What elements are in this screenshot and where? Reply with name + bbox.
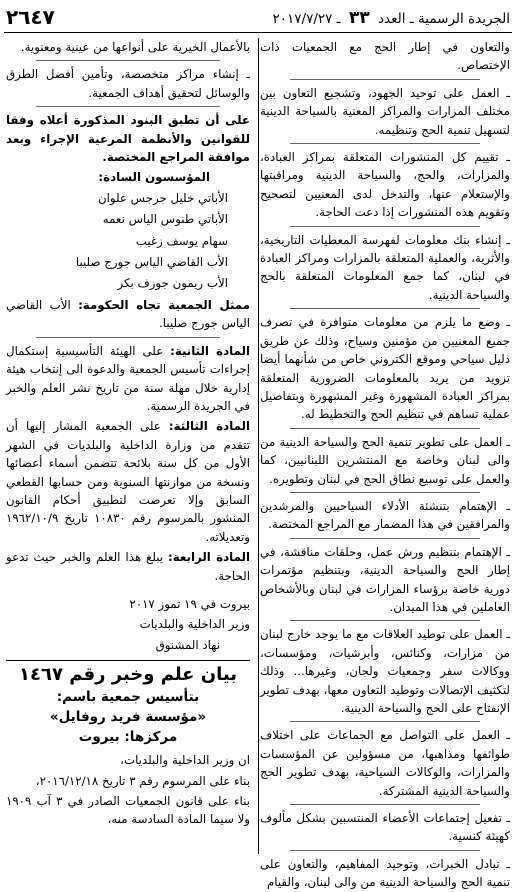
column-divider [258,38,259,854]
article-3-label: المادة الثالثة: [168,419,251,434]
paragraph: ـ تفعيل إجتماعات الأعضاء المنتسبين بشكل مألوف كهيئة كنسية. [260,811,510,844]
separator [290,538,480,539]
founder-name: الأباتي طنوس الياس نعمه [102,212,228,227]
separator [290,850,480,851]
paragraph: ـ العمل على توطيد العلاقات مع ما يوجد خارج لبنان من مزارات، وكنائس، وأبرشيات، ومؤسسات، ووكالات سفر وجمعيات ولجان، وغيرها... وذلك لتكثيف الإتصالات وتوطيد التعاون معها، بهدف تطوير الإنفتاح على الحج والسياحة الدينية. [260,627,510,715]
separator [290,492,480,493]
gazette-title [273,8,510,28]
founder-name: الأب القاضي الياس جورج صليبا [75,255,228,270]
page-header [4,2,512,33]
representative-label: ممثل الجمعية تجاه الحكومة: [78,297,250,312]
paragraph: ـ إنشاء بنك معلومات لفهرسة المعطيات التاريخية، والأثرية، والعملية المتعلقة بالمزارات ومراكز العبادة في لبنان، كما جمع المعلومات المتعلقة بالحج والسياحة الدينية. [260,232,510,302]
founder-name: الأب ريمون جوزف بكر [117,276,228,291]
paragraph: ـ العمل على تطوير تنمية الحج والسياحة الدينية من والى لبنان وخاصة مع المنتشرين اللبنانيين، كما والعمل على توسيع نطاق الحج في لبنان وتطويره. [260,434,510,486]
separator [36,337,220,338]
association-name: «مؤسسة فريد روفايل» [49,709,207,726]
paragraph: بناء على المرسوم رقم ٣ تاريخ ٢٠١٦/١٢/١٨، [35,773,250,788]
signature-title: وزير الداخلية والبلديات [139,617,250,632]
paragraph: بالأعمال الخيرية على أنواعها من عينية ومعنوية. [20,40,250,54]
separator [290,226,480,227]
article-2 [6,342,250,416]
article-3-text: على الجمعية المشار إليها أن تتقدم من وزارة الداخلية والبلديات في الشهر الأول من كل سنة بلائحة تتضمن أسماء أعضائها ونسخة من موازنتها السنوية ومن حسابها القطعي السابق وإلا تعرضت لتطبيق أحكام القانون المنشور بالمرسوم رقم ١٠٨٣٠ تاريخ ١٩٦٢/١٠/٩ وتعديلاته. [6,419,250,544]
article-4-text: يبلغ هذا العلم والخبر حيث تدعو الحاجة. [6,550,250,583]
paragraph: ـ العمل على توحيد الجهود، وتشجيع التعاون بين مختلف المزارات والمراكز المعنية بالسياحة الدينية لتسهيل تنمية الحج وتنظيمه. [260,85,510,137]
separator [290,79,480,80]
right-column [260,38,510,890]
separator [290,143,480,144]
notice-section [6,660,250,747]
separator [290,620,480,621]
issue-date: ـ ٢٠١٧/٧/٢٧ [272,11,341,27]
signature-date: بيروت في ١٩ تموز ٢٠١٧ [129,596,250,611]
paragraph: ان وزير الداخلية والبلديات، [120,753,250,768]
article-4-label: المادة الرابعة: [168,550,250,565]
association-seat: مركزها: بيروت [78,729,178,746]
founders-title: المؤسسون السادة: [98,170,210,185]
paragraph: ـ تقييم كل المنشورات المتعلقة بمراكز العبادة، والمزارات، والحج، والسياحة الدينية ومراقبتها والإستعلام عنها، والتدخل لدى المعنيين لتصحيح وتقويم هذه المنشورات إذا دعت الحاجة. [260,150,510,220]
notice-subtitle: بتأسيس جمعية باسم: [56,689,200,706]
founder-name: الأباتي خليل جرجس علوان [97,190,228,205]
article-4 [6,548,250,585]
article-2-label: المادة الثانية: [170,343,250,358]
paragraph: ـ العمل على التواصل مع الجماعات على اختلاف طوائفها ومذاهبها، من مسؤولين عن المؤسسات والمزارات، والوكالات السياحية، بهدف تطوير الحج والسياحة الدينية المشتركة. [260,728,510,798]
founder-name: سهام يوسف زغيب [135,233,228,248]
article-2-text: على الهيئة التأسيسية إستكمال إجراءات تأسيس الجمعية والدعوة الى إنتخاب هيئة إدارية خلال مهلة سنة من تاريخ نشر العلم والخبر في الجريدة الرسمية. [6,343,250,413]
signature-name: نهاد المشنوق [155,637,220,652]
separator [290,721,480,722]
issue-number: ٣٣ [348,8,370,28]
paragraph: ـ تبادل الخبرات، وتوحيد المفاهيم، والتعاون على تنمية الحج والسياحة الدينية من والى لبنان، والقيام [260,856,510,890]
separator [290,804,480,805]
paragraph: بناء على قانون الجمعيات الصادر في ٣ آب ١٩٠٩ ولا سيما المادة السادسة منه، [6,794,250,827]
bold-statement: على أن تطبق البنود المذكورة أعلاه وفقا للقوانين والأنظمة المرعية الإجراء وبعد موافقة المراجع المختصة. [6,113,250,165]
gazette-name: الجريدة الرسمية ـ العدد [378,11,510,27]
separator [290,428,480,429]
representative-text: الأب القاضي الياس جورج صليبا. [6,297,250,331]
paragraph: ـ وضع ما يلزم من معلومات متوافرة في تصرف جميع المعنيين من مؤمنين وسياح، وذلك عن طريق دليل سياحي وموقع الكتروني خاص من شأنهما أيضا تزويد من يريد بالمعلومات الضرورية المتعلقة بمراكز العبادة المشهورة وغير المشهورة وبتفاصيل عملية تساهم في تنظيم الحج والتخطيط له. [260,315,510,422]
paragraph: ـ الإهتمام بتنظيم ورش عمل، وحلقات مناقشة، في إطار الحج والسياحة الدينية، وبتنظيم مؤتمرات دورية خاصة برؤساء المزارات في لبنان وبالأشخاص العاملين في هذا الميدان. [260,544,510,614]
article-3 [6,417,250,546]
separator [36,106,220,107]
notice-title: بيان علم وخبر رقم ١٤٦٧ [19,664,237,686]
paragraph: والتعاون في إطار الحج مع الجمعيات ذات الإختصاص. [260,40,510,73]
separator [290,308,480,309]
representative [6,296,250,333]
paragraph: ـ إنشاء مراكز متخصصة، وتأمين أفضل الطرق والوسائل لتحقيق أهداف الجمعية. [6,67,250,100]
separator [36,60,220,61]
paragraph: ـ الإهتمام بتنشئة الأدلاء السياحيين والمرشدين والمرافقين في هذا المضمار مع المراجع المختصة. [260,498,510,532]
left-column [6,38,250,854]
page-number: ٢٦٤٧ [6,5,55,29]
